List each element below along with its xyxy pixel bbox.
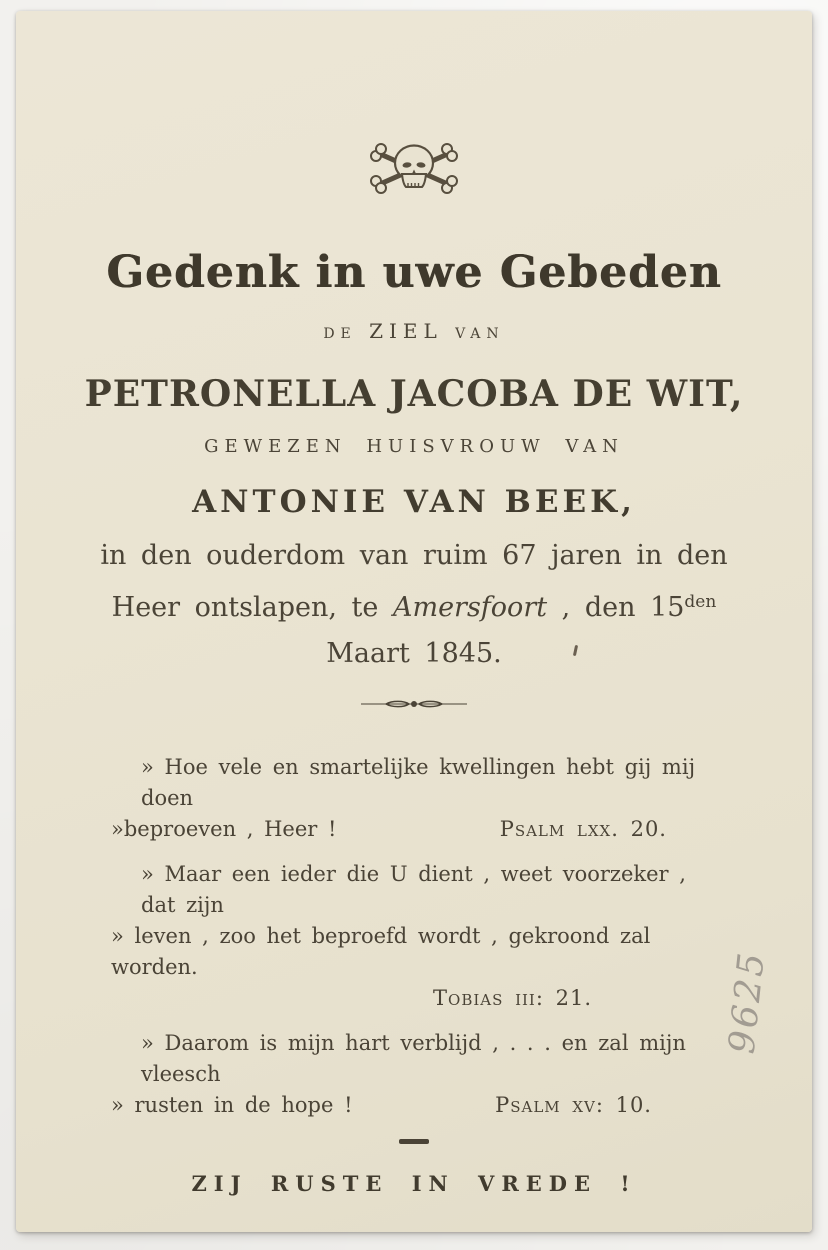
quote-psalm-15 xyxy=(111,1028,717,1121)
closing-rule xyxy=(399,1139,429,1144)
death-place: Amersfoort xyxy=(392,592,548,623)
memorial-card xyxy=(16,11,812,1232)
death-line2-prefix: Heer ontslapen, te xyxy=(111,592,393,623)
death-line2-middle: , den xyxy=(547,592,651,623)
spouse-name: ANTONIE VAN BEEK, xyxy=(192,484,636,520)
quote-line: »beproeven , Heer ! xyxy=(111,817,337,841)
skull-crossbones-icon xyxy=(368,141,460,195)
closing-line: ZIJ RUSTE IN VREDE ! xyxy=(191,1171,637,1196)
relation-line: GEWEZEN HUISVROUW VAN xyxy=(204,436,624,457)
quote-line-with-citation xyxy=(111,814,717,845)
dedication-line: de ZIEL van xyxy=(323,319,505,343)
quote-line-with-citation xyxy=(111,1090,717,1121)
divider-ornament xyxy=(359,697,469,711)
citation-tobias-3: Tobias iii: 21. xyxy=(433,986,592,1010)
death-notice xyxy=(16,533,812,677)
quote-line: » rusten in de hope ! xyxy=(111,1093,353,1117)
citation-psalm-70: Psalm lxx. 20. xyxy=(499,817,667,841)
quote-line: » leven , zoo het beproefd wordt , gekroond zal worden. xyxy=(111,924,651,979)
quote-line: » Daarom is mijn hart verblijd , . . . en zal mijn vleesch xyxy=(141,1031,686,1086)
quote-line: » Hoe vele en smartelijke kwellingen hebt gij mij doen xyxy=(141,755,696,810)
quote-line: » Maar een ieder die U dient , weet voorzeker , dat zijn xyxy=(141,862,686,917)
death-notice-line2 xyxy=(16,579,812,631)
citation-psalm-15: Psalm xv: 10. xyxy=(495,1093,652,1117)
handwritten-inventory-number: 9625 xyxy=(721,948,774,1056)
deceased-name: PETRONELLA JACOBA DE WIT, xyxy=(84,373,744,415)
death-day-suffix: den xyxy=(684,592,717,612)
page-title: Gedenk in uwe Gebeden xyxy=(106,247,722,298)
quote-tobias-3 xyxy=(111,859,717,1014)
citation-line xyxy=(111,983,717,1014)
quote-psalm-70 xyxy=(111,752,717,845)
death-notice-line1: in den ouderdom van ruim 67 jaren in den xyxy=(100,540,728,571)
death-day: 15 xyxy=(650,592,685,623)
death-notice-line3: Maart 1845. xyxy=(326,638,502,669)
scripture-quotes xyxy=(111,752,717,1121)
